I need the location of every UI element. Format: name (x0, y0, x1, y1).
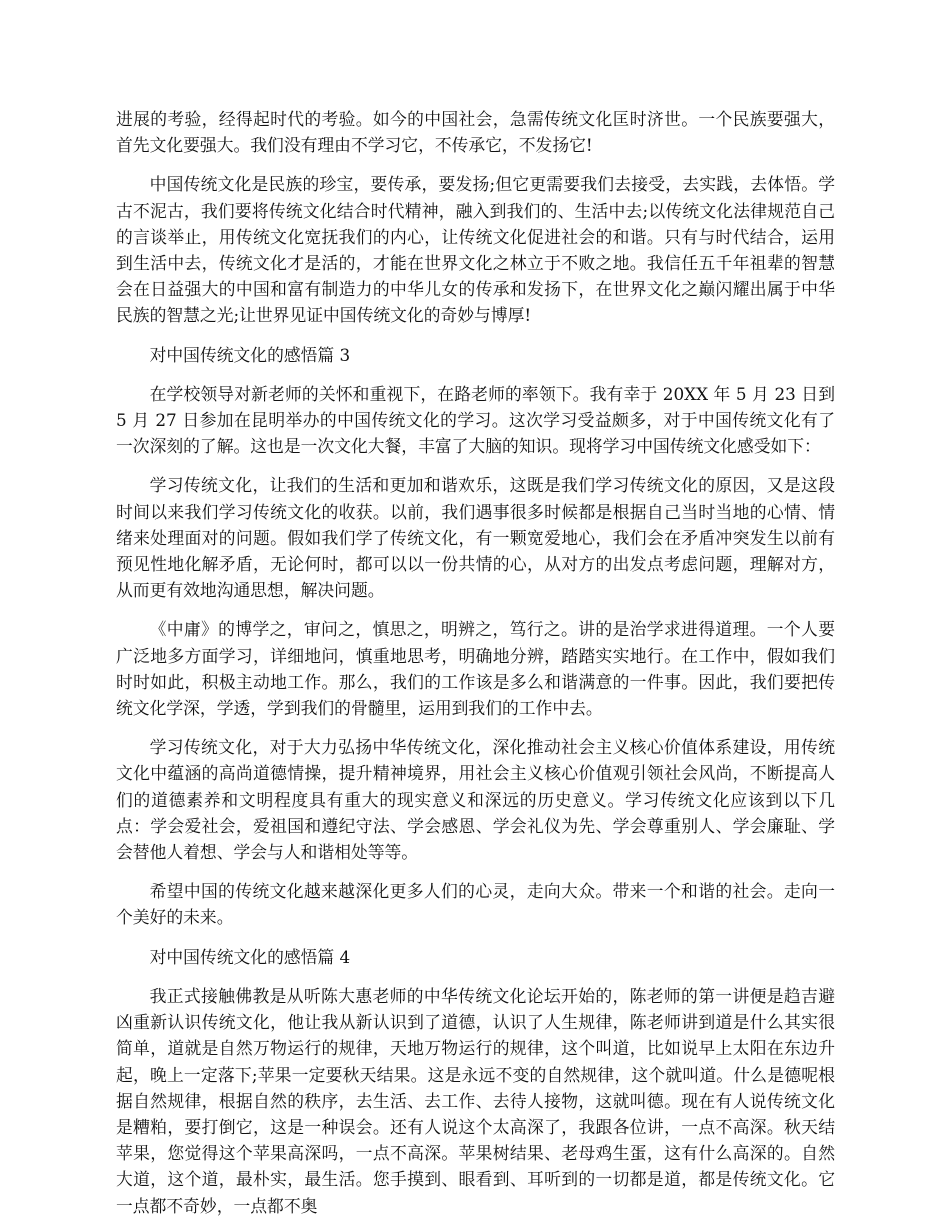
paragraph: 学习传统文化，对于大力弘扬中华传统文化，深化推动社会主义核心价值体系建设，用传统文化中蕴涵的高尚道德情操，提升精神境界，用社会主义核心价值观引领社会风尚，不断提高人们的道德素养和文明程度具有重大的现实意义和深远的历史意义。学习传统文化应该到以下几点：学会爱社会，爱祖国和遵纪守法、学会感恩、学会礼仪为先、学会尊重别人、学会廉耻、学会替他人着想、学会与人和谐相处等等。 (116, 737, 835, 863)
section-heading: 对中国传统文化的感悟篇 3 (149, 344, 351, 365)
paragraph: 在学校领导对新老师的关怀和重视下，在路老师的率领下。我有幸于 20XX 年 5 月 23 日到 5 月 27 日参加在昆明举办的中国传统文化的学习。这次学习受益颇多，对于中国传统文化有了一次深刻的了解。这也是一次文化大餐，丰富了大脑的知识。现将学习中国传统文化感受如下： (116, 383, 835, 457)
paragraph: 希望中国的传统文化越来越深化更多人们的心灵，走向大众。带来一个和谐的社会。走向一个美好的未来。 (116, 881, 835, 928)
paragraph: 学习传统文化，让我们的生活和更加和谐欢乐，这既是我们学习传统文化的原因，又是这段时间以来我们学习传统文化的收获。以前，我们遇事很多时候都是根据自己当时当地的心情、情绪来处理面对的问题。假如我们学了传统文化，有一颗宽爱地心，我们会在矛盾冲突发生以前有预见性地化解矛盾，无论何时，都可以以一份共情的心，从对方的出发点考虑问题，理解对方，从而更有效地沟通思想，解决问题。 (116, 475, 835, 601)
paragraph: 我正式接触佛教是从听陈大惠老师的中华传统文化论坛开始的，陈老师的第一讲便是趋吉避凶重新认识传统文化，他让我从新认识到了道德，认识了人生规律，陈老师讲到道是什么其实很简单，道就是自然万物运行的规律，天地万物运行的规律，这个叫道，比如说早上太阳在东边升起，晚上一定落下;苹果一定要秋天结果。这是永远不变的自然规律，这个就叫道。什么是德呢根据自然规律，根据自然的秩序，去生活、去工作、去待人接物，这就叫德。现在有人说传统文化是糟粕，要打倒它，这是一种误会。还有人说这个太高深了，我跟各位讲，一点不高深。秋天结苹果，您觉得这个苹果高深吗，一点不高深。苹果树结果、老母鸡生蛋，这有什么高深的。自然大道，这个道，最朴实，最生活。您手摸到、眼看到、耳听到的一切都是道，都是传统文化。它一点都不奇妙，一点都不奥 (116, 985, 835, 1216)
paragraph: 进展的考验，经得起时代的考验。如今的中国社会，急需传统文化匡时济世。一个民族要强大，首先文化要强大。我们没有理由不学习它，不传承它，不发扬它! (116, 109, 835, 156)
paragraph: 中国传统文化是民族的珍宝，要传承，要发扬;但它更需要我们去接受，去实践，去体悟。学古不泥古，我们要将传统文化结合时代精神，融入到我们的、生活中去;以传统文化法律规范自己的言谈举止，用传统文化宽抚我们的内心，让传统文化促进社会的和谐。只有与时代结合，运用到生活中去，传统文化才是活的，才能在世界文化之林立于不败之地。我信任五千年祖辈的智慧会在日益强大的中国和富有制造力的中华儿女的传承和发扬下，在世界文化之巅闪耀出属于中华民族的智慧之光;让世界见证中国传统文化的奇妙与博厚! (116, 174, 835, 326)
section-heading: 对中国传统文化的感悟篇 4 (149, 946, 351, 967)
paragraph: 《中庸》的博学之，审问之，慎思之，明辨之，笃行之。讲的是治学求进得道理。一个人要广泛地多方面学习，详细地问，慎重地思考，明确地分辨，踏踏实实地行。在工作中，假如我们时时如此，积极主动地工作。那么，我们的工作该是多么和谐满意的一件事。因此，我们要把传统文化学深，学透，学到我们的骨髓里，运用到我们的工作中去。 (116, 619, 835, 719)
